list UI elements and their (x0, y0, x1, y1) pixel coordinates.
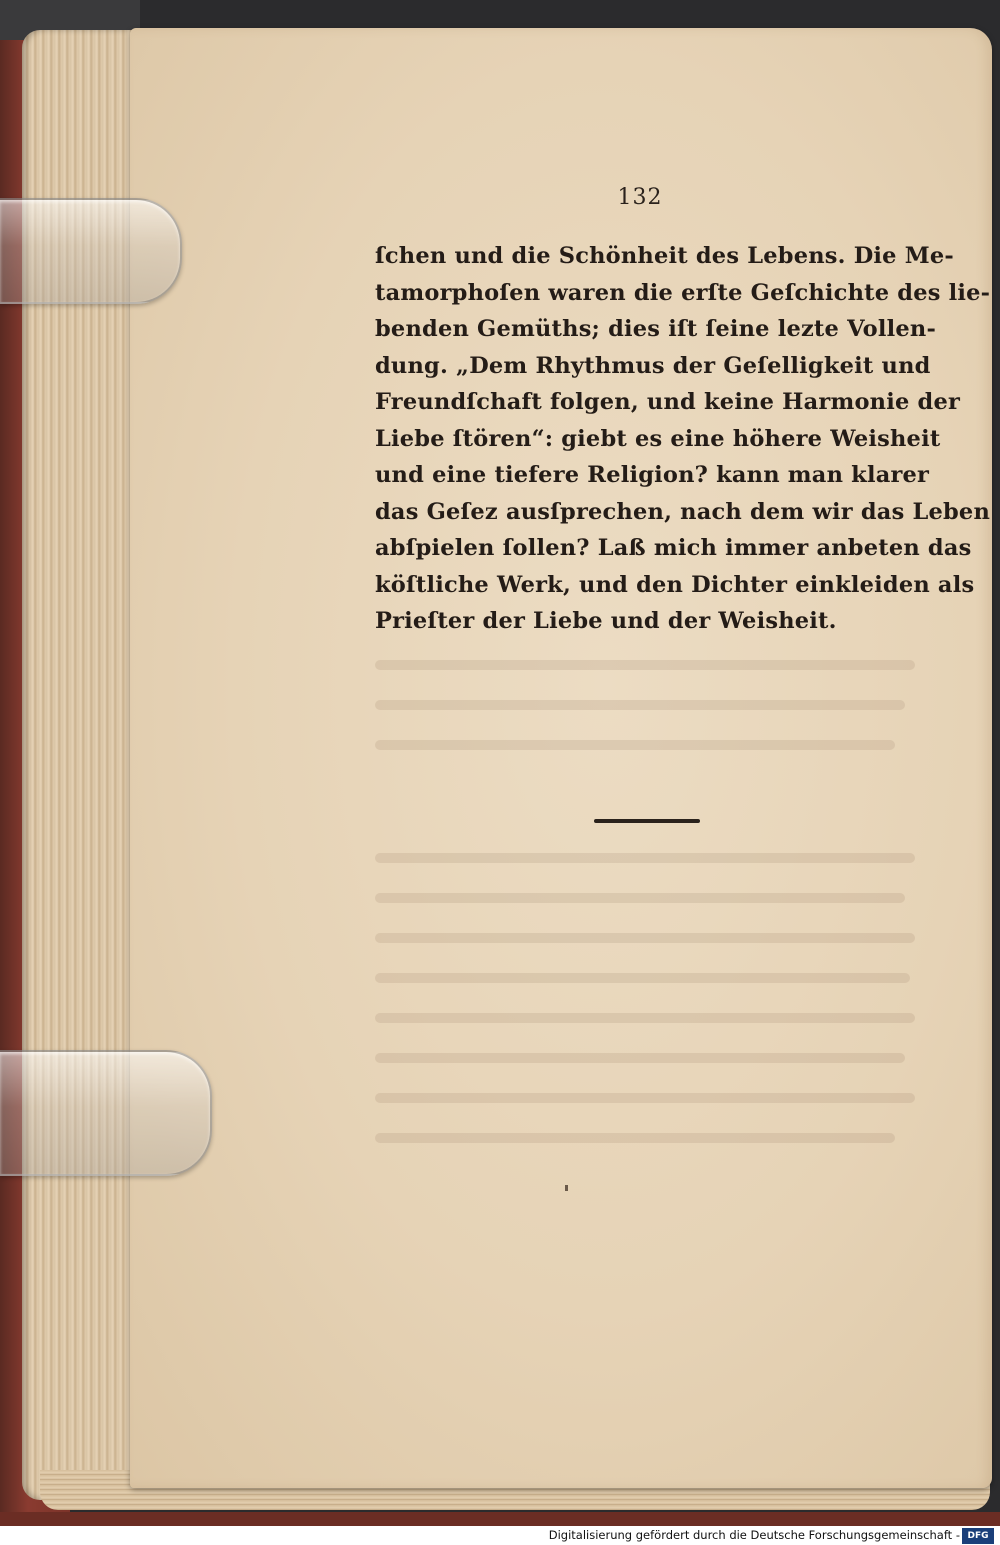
text-line: und eine tiefere Religion? kann man klarer (375, 462, 930, 488)
text-line: das Geſez ausſprechen, nach dem wir das Leben (375, 498, 991, 525)
bleed-through-line (375, 1053, 905, 1063)
text-line: Freundſchaft folgen, und keine Harmonie der (375, 389, 961, 415)
bleed-through-line (375, 893, 905, 903)
bleed-through-line (375, 853, 915, 863)
text-line: köſtliche Werk, und den Dichter einkleiden als (375, 571, 975, 598)
bleed-through-line (375, 1133, 895, 1143)
page-number: 132 (617, 185, 663, 210)
section-end-rule (594, 819, 700, 823)
text-line: Prieſter der Liebe und der Weisheit. (375, 608, 837, 634)
glass-page-holder-top (0, 198, 182, 304)
paper-speck (565, 1185, 568, 1191)
text-line: Liebe ſtören“: giebt es eine höhere Weisheit (375, 425, 941, 452)
bleed-through-line (375, 1093, 915, 1103)
funding-credit: Digitalisierung gefördert durch die Deutsche Forschungsgemeinschaft - (548, 1528, 960, 1542)
page-text (375, 238, 991, 640)
bleed-through-line (375, 660, 915, 670)
bleed-through-line (375, 933, 915, 943)
text-line: dung. „Dem Rhythmus der Geſelligkeit und (375, 352, 931, 379)
bleed-through-line (375, 740, 895, 750)
cover-bottom (0, 1512, 1000, 1526)
text-line: abſpielen ſollen? Laß mich immer anbeten das (375, 535, 972, 561)
text-line: ſchen und die Schönheit des Lebens. Die Me- (375, 243, 954, 269)
text-line: benden Gemüths; dies iſt ſeine lezte Vollen- (375, 316, 936, 342)
bleed-through-line (375, 973, 910, 983)
bleed-through-line (375, 1013, 915, 1023)
dfg-logo-icon: DFG (962, 1528, 994, 1544)
text-line: tamorphoſen waren die erſte Geſchichte des lie- (375, 279, 991, 306)
bleed-through-line (375, 700, 905, 710)
glass-page-holder-bottom (0, 1050, 212, 1176)
